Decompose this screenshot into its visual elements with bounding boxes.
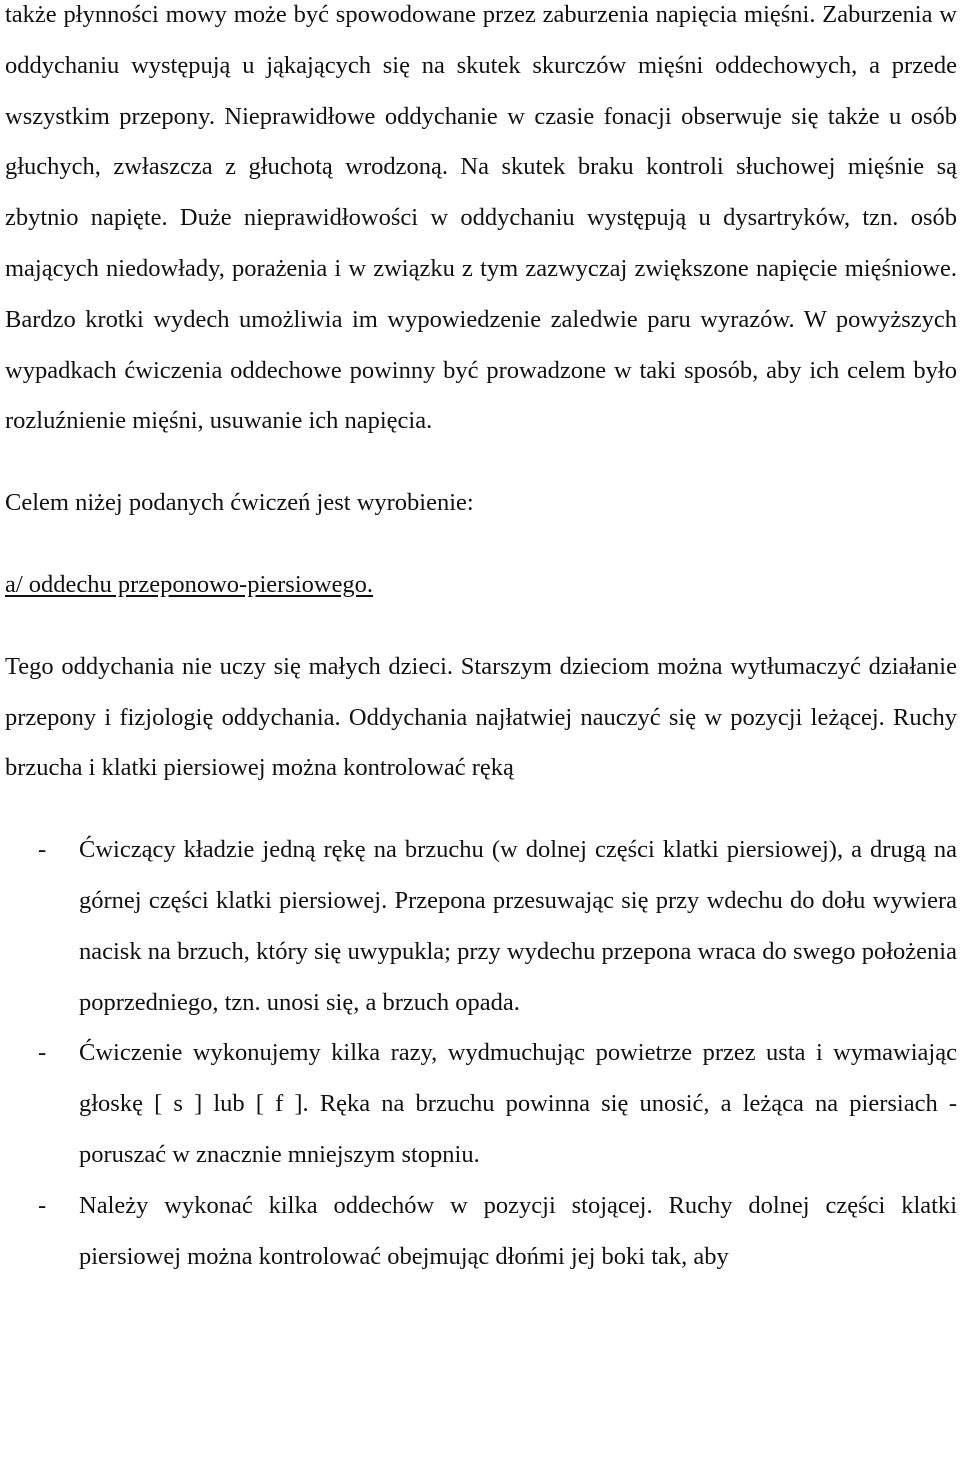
exercise-list [5,825,957,1282]
list-item-text: Ćwiczący kładzie jedną rękę na brzuchu (w dolnej części klatki piersiowej), a drugą na górnej części klatki piersiowej. Przepona przesuwając się przy wdechu do dołu wywiera nacisk na brzuch, który się uwypukla; przy wydechu przepona wraca do swego położenia poprzedniego, tzn. unosi się, a brzuch opada. [79,836,957,1016]
list-item-text: Należy wykonać kilka oddechów w pozycji stojącej. Ruchy dolnej części klatki piersiowej można kontrolować obejmując dłońmi jej boki tak, aby [79,1191,957,1270]
dash-bullet: - [38,1191,47,1219]
body-paragraph: także płynności mowy może być spowodowane przez zaburzenia napięcia mięśni. Zaburzenia w oddychaniu występują u jąkających się na skutek skurczów mięśni oddechowych, a przede wszystkim przepony. Nieprawidłowe oddychanie w czasie fonacji obserwuje się także u osób głuchych, zwłaszcza z głuchotą wrodzoną. Na skutek braku kontroli słuchowej mięśnie są zbytnio napięte. Duże nieprawidłowości w oddychaniu występują u dysartryków, tzn. osób mających niedowłady, porażenia i w związku z tym zazwyczaj zwiększone napięcie mięśniowe. Bardzo krotki wydech umożliwia im wypowiedzenie zaledwie paru wyrazów. W powyższych wypadkach ćwiczenia oddechowe powinny być prowadzone w taki sposób, aby ich celem było rozluźnienie mięśni, usuwanie ich napięcia. [5,1,957,435]
body-paragraph: Tego oddychania nie uczy się małych dzieci. Starszym dzieciom można wytłumaczyć działanie przepony i fizjologię oddychania. Oddychania najłatwiej nauczyć się w pozycji leżącej. Ruchy brzucha i klatki piersiowej można kontrolować ręką [5,652,957,782]
subsection-heading: a/ oddechu przeponowo-piersiowego. [5,570,374,598]
list-item [5,1028,957,1180]
section-heading: Celem niżej podanych ćwiczeń jest wyrobienie: [5,489,474,517]
list-item [5,825,957,1028]
list-item [5,1181,957,1283]
dash-bullet: - [38,1039,47,1067]
dash-bullet: - [38,836,47,864]
list-item-text: Ćwiczenie wykonujemy kilka razy, wydmuchując powietrze przez usta i wymawiając głoskę [ s ] lub [ f ]. Ręka na brzuchu powinna się unosić, a leżąca na piersiach - poruszać w znacznie mniejszym stopniu. [79,1039,957,1168]
